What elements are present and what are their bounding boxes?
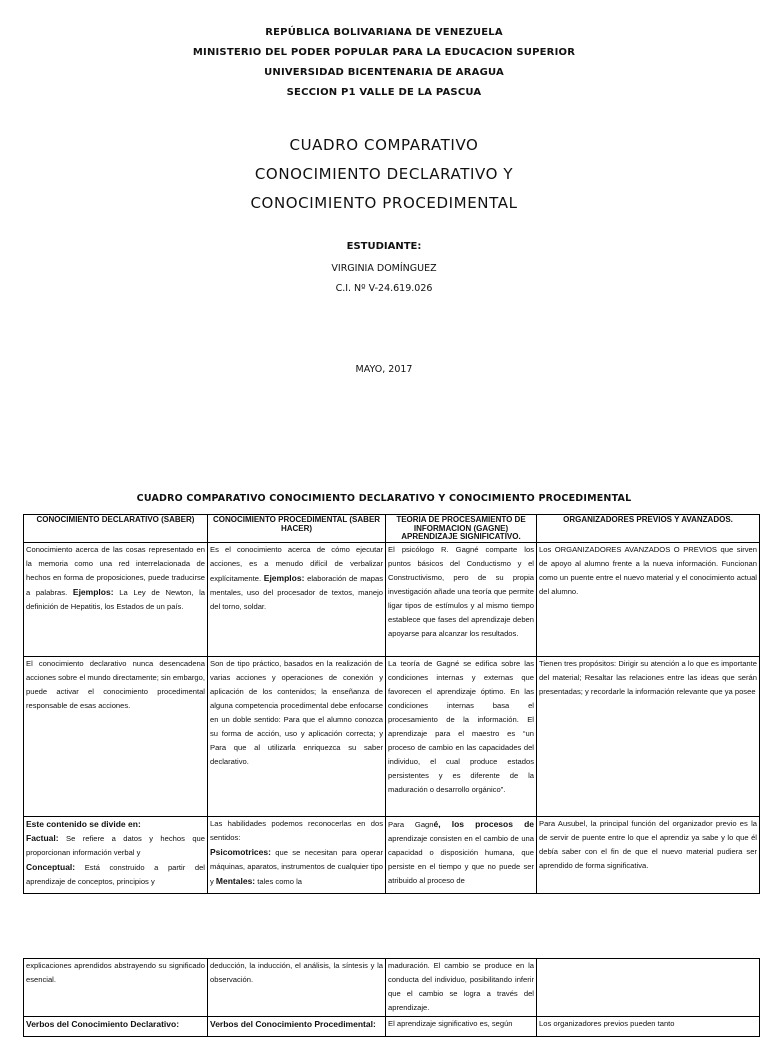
- student-name: VIRGINIA DOMÍNGUEZ: [331, 263, 437, 274]
- table-cell: El conocimiento declarativo nunca desencadena acciones sobre el mundo directamente; sin embargo, puede activar el conocimiento procedimental responsable de esas acciones.: [24, 656, 208, 816]
- cell-label-bold: Factual:: [26, 832, 59, 843]
- cell-label-bold: Mentales:: [215, 875, 256, 886]
- cell-label-bold: é, los procesos de: [433, 818, 535, 829]
- table-cell: El psicólogo R. Gagné comparte los puntos básicos del Conductismo y el Constructivismo, pero de su propia investigación añade una teoría que permite ligar tipos de estímulos y al mismo tiempo establece que fases del aprendizaje deben apoyarse para alcanzar los resultados.: [386, 542, 537, 656]
- comparison-table-continued: [23, 958, 760, 1037]
- cell-text: elaboración de mapas mentales, uso del procesador de textos, manejo del torno, soldar.: [210, 573, 383, 611]
- table-cell: [24, 816, 208, 893]
- title-line-3: CONOCIMIENTO PROCEDIMENTAL: [250, 194, 518, 212]
- table-cell: Verbos del Conocimiento Procedimental:: [208, 1017, 386, 1037]
- column-header-gagne: TEORIA DE PROCESAMIENTO DE INFORMACION (GAGNE) APRENDIZAJE SIGNIFICATIVO.: [386, 515, 537, 543]
- column-header-organizers: ORGANIZADORES PREVIOS Y AVANZADOS.: [537, 515, 760, 543]
- header-university: UNIVERSIDAD BICENTENARIA DE ARAGUA: [264, 67, 504, 78]
- table-row: [24, 656, 760, 816]
- title-line-1: CUADRO COMPARATIVO: [289, 136, 479, 154]
- table-cell: La teoría de Gagné se edifica sobre las condiciones internas y externas que favorecen el aprendizaje óptimo. En las condiciones internas basa el procesamiento de la información. El aprendizaje para el maestro es “un proceso de cambio en las capacidades del individuo, el cual produce estados persistentes y es diferente de la maduración o desarrollo orgánico”.: [386, 656, 537, 816]
- table-cell: Para Ausubel, la principal función del organizador previo es la de servir de puente entre lo que el aprendiz ya sabe y lo que él debía saber con el fin de que el nuevo material pudiera ser aprendido de forma significativa.: [537, 816, 760, 893]
- table-cell: Tienen tres propósitos: Dirigir su atención a lo que es importante del material; Resaltar las relaciones entre las ideas que serán presentadas; y recordarle la información relevante que ya posee: [537, 656, 760, 816]
- cell-text: tales como la: [255, 876, 302, 886]
- cell-text: Se refiere a datos y hechos que proporcionan información verbal y: [26, 833, 205, 857]
- table-cell: maduración. El cambio se produce en la conducta del individuo, posibilitando inferir que el cambio se logra a través del aprendizaje.: [386, 959, 537, 1017]
- cell-label-bold: Psicomotrices:: [210, 846, 271, 857]
- cell-label-bold: Ejemplos:: [263, 572, 305, 583]
- table-row: [24, 1017, 760, 1037]
- cell-text: que se necesitan para operar máquinas, aparatos, instrumentos de cualquier tipo y: [210, 847, 383, 886]
- table-row: [24, 816, 760, 893]
- table-cell: [208, 816, 386, 893]
- title-line-2: CONOCIMIENTO DECLARATIVO Y: [254, 165, 514, 183]
- table-cell: [24, 542, 208, 656]
- cell-text: La Ley de Newton, la definición de Hepatitis, los Estados de un país.: [26, 587, 205, 611]
- student-id: C.I. Nº V-24.619.026: [335, 283, 433, 294]
- table-title: CUADRO COMPARATIVO CONOCIMIENTO DECLARATIVO Y CONOCIMIENTO PROCEDIMENTAL: [136, 493, 632, 504]
- table-cell: Los ORGANIZADORES AVANZADOS O PREVIOS que sirven de apoyo al alumno frente a la nueva información. Funcionan como un puente entre el nuevo material y el conocimiento actual del alumno.: [537, 542, 760, 656]
- table-row: [24, 959, 760, 1017]
- cell-text: Conocimiento acerca de las cosas representado en la memoria como una red interrelacionada de hechos en forma de proposiciones, puede traducirse a palabras.: [26, 544, 205, 597]
- cell-text: aprendizaje consisten en el cambio de una capacidad o disposición humana, que persiste en el tiempo y que no puede ser atribuido al proceso de: [388, 833, 534, 885]
- cell-text: Está construido a partir del aprendizaje de conceptos, principios y: [26, 862, 205, 886]
- cell-label-bold: Ejemplos:: [72, 586, 114, 597]
- header-republic: REPÚBLICA BOLIVARIANA DE VENEZUELA: [265, 27, 503, 38]
- header-ministry: MINISTERIO DEL PODER POPULAR PARA LA EDUCACION SUPERIOR: [192, 47, 576, 58]
- table-cell: deducción, la inducción, el análisis, la síntesis y la observación.: [208, 959, 386, 1017]
- table-row: [24, 542, 760, 656]
- column-header-declarative: CONOCIMIENTO DECLARATIVO (SABER): [24, 515, 208, 543]
- table-cell: [386, 816, 537, 893]
- cell-heading: Este contenido se divide en:: [26, 818, 141, 829]
- cell-text: Es el conocimiento acerca de cómo ejecutar acciones, es a menudo difícil de verbalizar explícitamente.: [210, 544, 383, 583]
- table-cell: Verbos del Conocimiento Declarativo:: [24, 1017, 208, 1037]
- header-section: SECCION P1 VALLE DE LA PASCUA: [286, 87, 482, 98]
- table-cell: [537, 959, 760, 1017]
- table-cell: [208, 542, 386, 656]
- document-date: MAYO, 2017: [355, 364, 413, 375]
- column-header-procedural: CONOCIMIENTO PROCEDIMENTAL (SABER HACER): [208, 515, 386, 543]
- cell-text: Las habilidades podemos reconocerlas en dos sentidos:: [210, 818, 383, 842]
- table-header-row: [24, 515, 760, 543]
- cell-label-bold: Conceptual:: [26, 861, 76, 872]
- table-cell: Son de tipo práctico, basados en la realización de varias acciones y operaciones de conexión y aplicación de los contenidos; la enseñanza de alguna competencia procedimental debe enfocarse en un doble sentido: Para que el alumno conozca su forma de acción, uso y aplicación correcta; y Para que al utilizarla enriquezca su saber declarativo.: [208, 656, 386, 816]
- table-cell: explicaciones aprendidos abstrayendo su significado esencial.: [24, 959, 208, 1017]
- cell-text: Para Gagn: [388, 819, 434, 829]
- table-cell: El aprendizaje significativo es, según: [386, 1017, 537, 1037]
- comparison-table: [23, 514, 760, 894]
- student-label: ESTUDIANTE:: [346, 241, 422, 252]
- table-cell: Los organizadores previos pueden tanto: [537, 1017, 760, 1037]
